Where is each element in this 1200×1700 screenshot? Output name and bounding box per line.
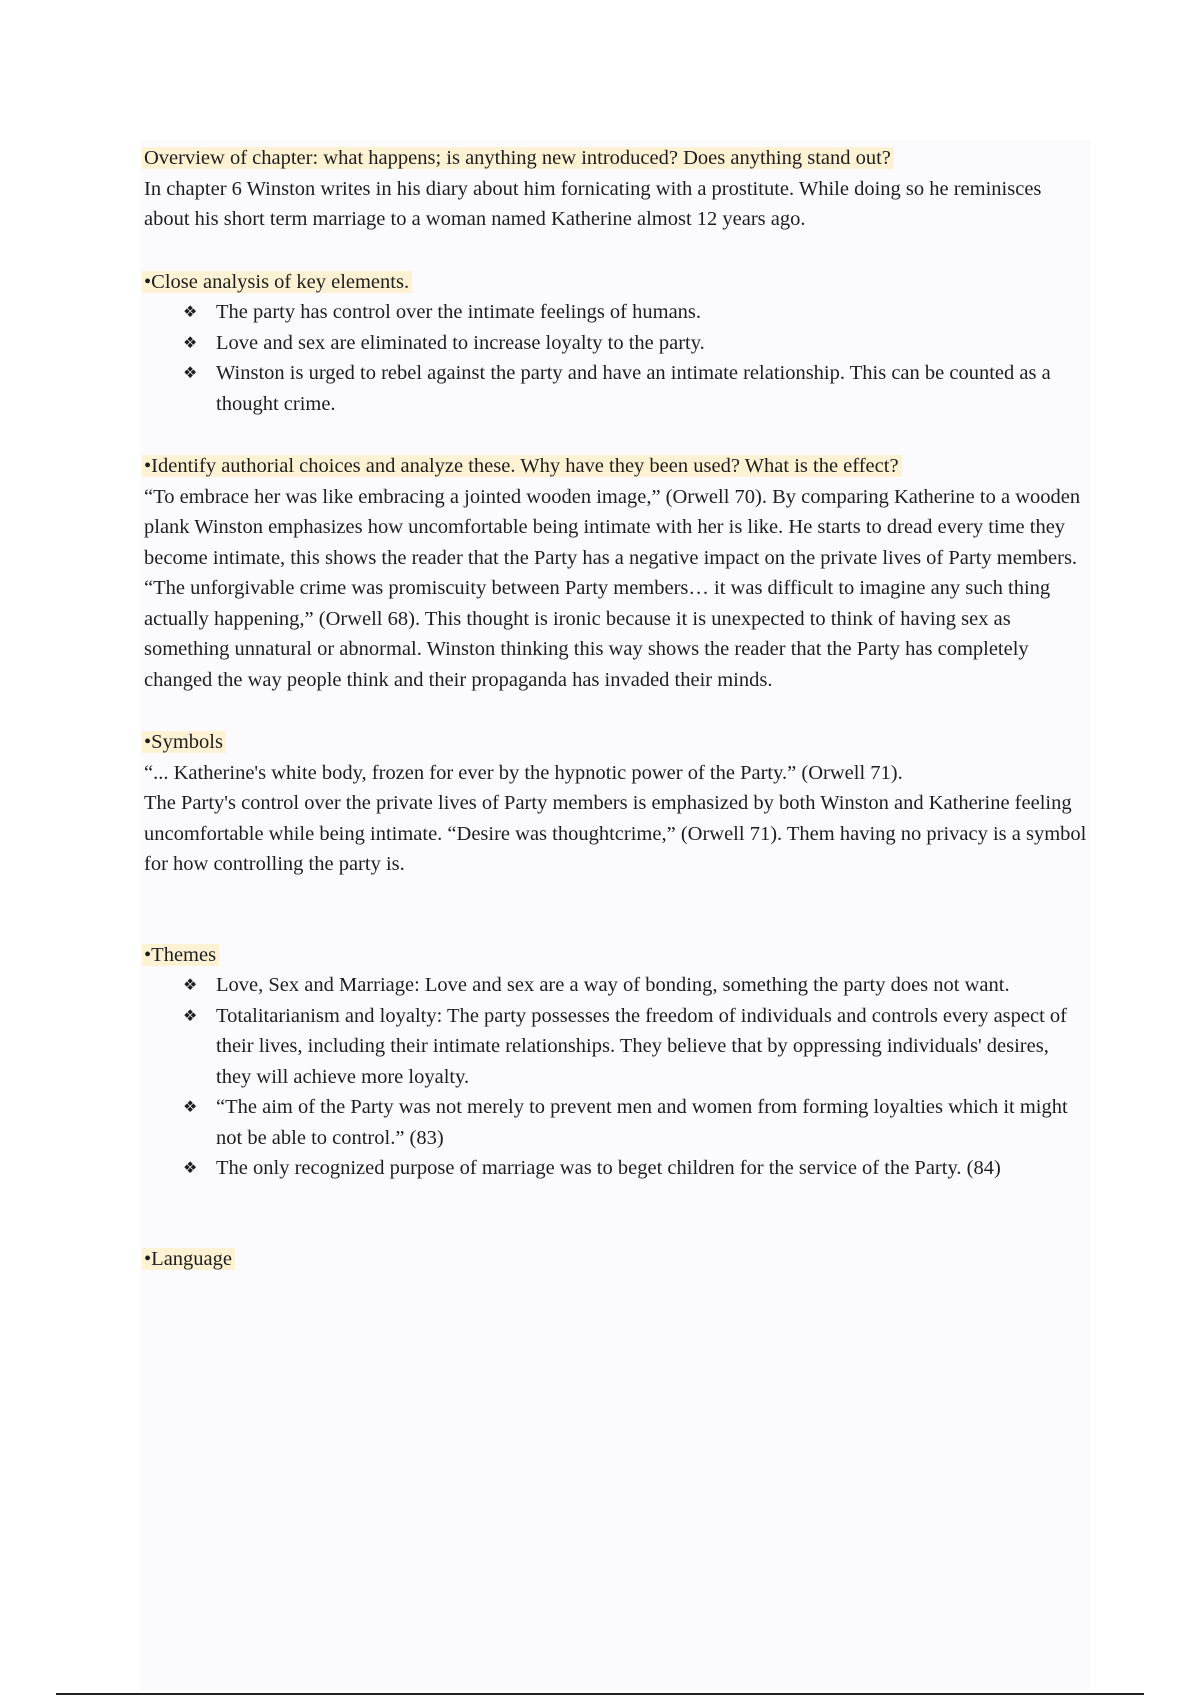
overview-body: In chapter 6 Winston writes in his diary about him fornicating with a prostitute. While doing so he reminisces about his short term marriage to a woman named Katherine almost 12 years ago. — [144, 177, 1042, 230]
list-item: ❖ Love, Sex and Marriage: Love and sex are a way of bonding, something the party does not want. — [216, 970, 1089, 1001]
authorial-section — [144, 451, 1089, 695]
diamond-bullet-icon: ❖ — [183, 1158, 198, 1177]
diamond-bullet-icon: ❖ — [183, 332, 198, 352]
symbols-body: The Party's control over the private lives of Party members is emphasized by both Winston and Katherine feeling uncomfortable while being intimate. “Desire was thoughtcrime,” (Orwell 71). Them having no privacy is a symbol for how controlling the party is. — [144, 792, 1087, 875]
close-analysis-section — [144, 267, 1089, 420]
overview-section — [144, 143, 1089, 235]
authorial-heading-text: •Identify authorial choices and analyze these. Why have they been used? What is the effect? — [142, 455, 902, 477]
authorial-heading — [144, 451, 1089, 482]
authorial-paragraph-2: “The unforgivable crime was promiscuity between Party members… it was difficult to imagine any such thing actually happening,” (Orwell 68). This thought is ironic because it is unexpected to think of having sex as something unnatural or abnormal. Winston thinking this way shows the reader that the Party has completely changed the way people think and their propaganda has invaded their minds. — [144, 577, 1051, 691]
themes-section — [144, 940, 1089, 1184]
symbols-heading-text: •Symbols — [142, 731, 226, 753]
list-item: ❖ The only recognized purpose of marriage was to beget children for the service of the Party. (84) — [216, 1153, 1089, 1184]
themes-heading — [144, 940, 1089, 971]
diamond-bullet-icon: ❖ — [183, 363, 198, 382]
close-analysis-heading — [144, 267, 1089, 298]
list-item: ❖ “The aim of the Party was not merely to prevent men and women from forming loyalties which it might not be able to control.” (83) — [216, 1092, 1089, 1153]
list-item: ❖ Love and sex are eliminated to increase loyalty to the party. — [216, 328, 1089, 359]
page-bottom-rule — [56, 1693, 1144, 1695]
symbols-quote: “... Katherine's white body, frozen for ever by the hypnotic power of the Party.” (Orwell 71). — [144, 761, 903, 784]
language-heading-text: •Language — [142, 1248, 235, 1270]
diamond-bullet-icon: ❖ — [183, 1005, 198, 1025]
diamond-bullet-icon: ❖ — [183, 1097, 198, 1116]
overview-heading — [144, 143, 1089, 174]
close-analysis-list — [144, 297, 1089, 419]
language-section — [144, 1244, 1089, 1275]
diamond-bullet-icon: ❖ — [183, 975, 198, 994]
symbols-heading — [144, 727, 1089, 758]
language-heading — [144, 1244, 1089, 1275]
list-item: ❖ Winston is urged to rebel against the party and have an intimate relationship. This can be counted as a thought crime. — [216, 358, 1089, 419]
authorial-paragraph-1: “To embrace her was like embracing a jointed wooden image,” (Orwell 70). By comparing Katherine to a wooden plank Winston emphasizes how uncomfortable being intimate with her is like. He starts to dread every time they become intimate, this shows the reader that the Party has a negative impact on the private lives of Party members. — [144, 485, 1081, 569]
diamond-bullet-icon: ❖ — [183, 302, 198, 321]
document-content — [144, 143, 1089, 1274]
close-analysis-heading-text: •Close analysis of key elements. — [142, 271, 412, 293]
list-item: ❖ The party has control over the intimate feelings of humans. — [216, 297, 1089, 328]
list-item: ❖ Totalitarianism and loyalty: The party possesses the freedom of individuals and controls every aspect of their lives, including their intimate relationships. They believe that by oppressing individuals' desires, they will achieve more loyalty. — [216, 1001, 1089, 1093]
themes-list — [144, 970, 1089, 1184]
themes-heading-text: •Themes — [142, 944, 219, 966]
overview-heading-text: Overview of chapter: what happens; is anything new introduced? Does anything stand out? — [142, 147, 894, 169]
symbols-section — [144, 727, 1089, 880]
